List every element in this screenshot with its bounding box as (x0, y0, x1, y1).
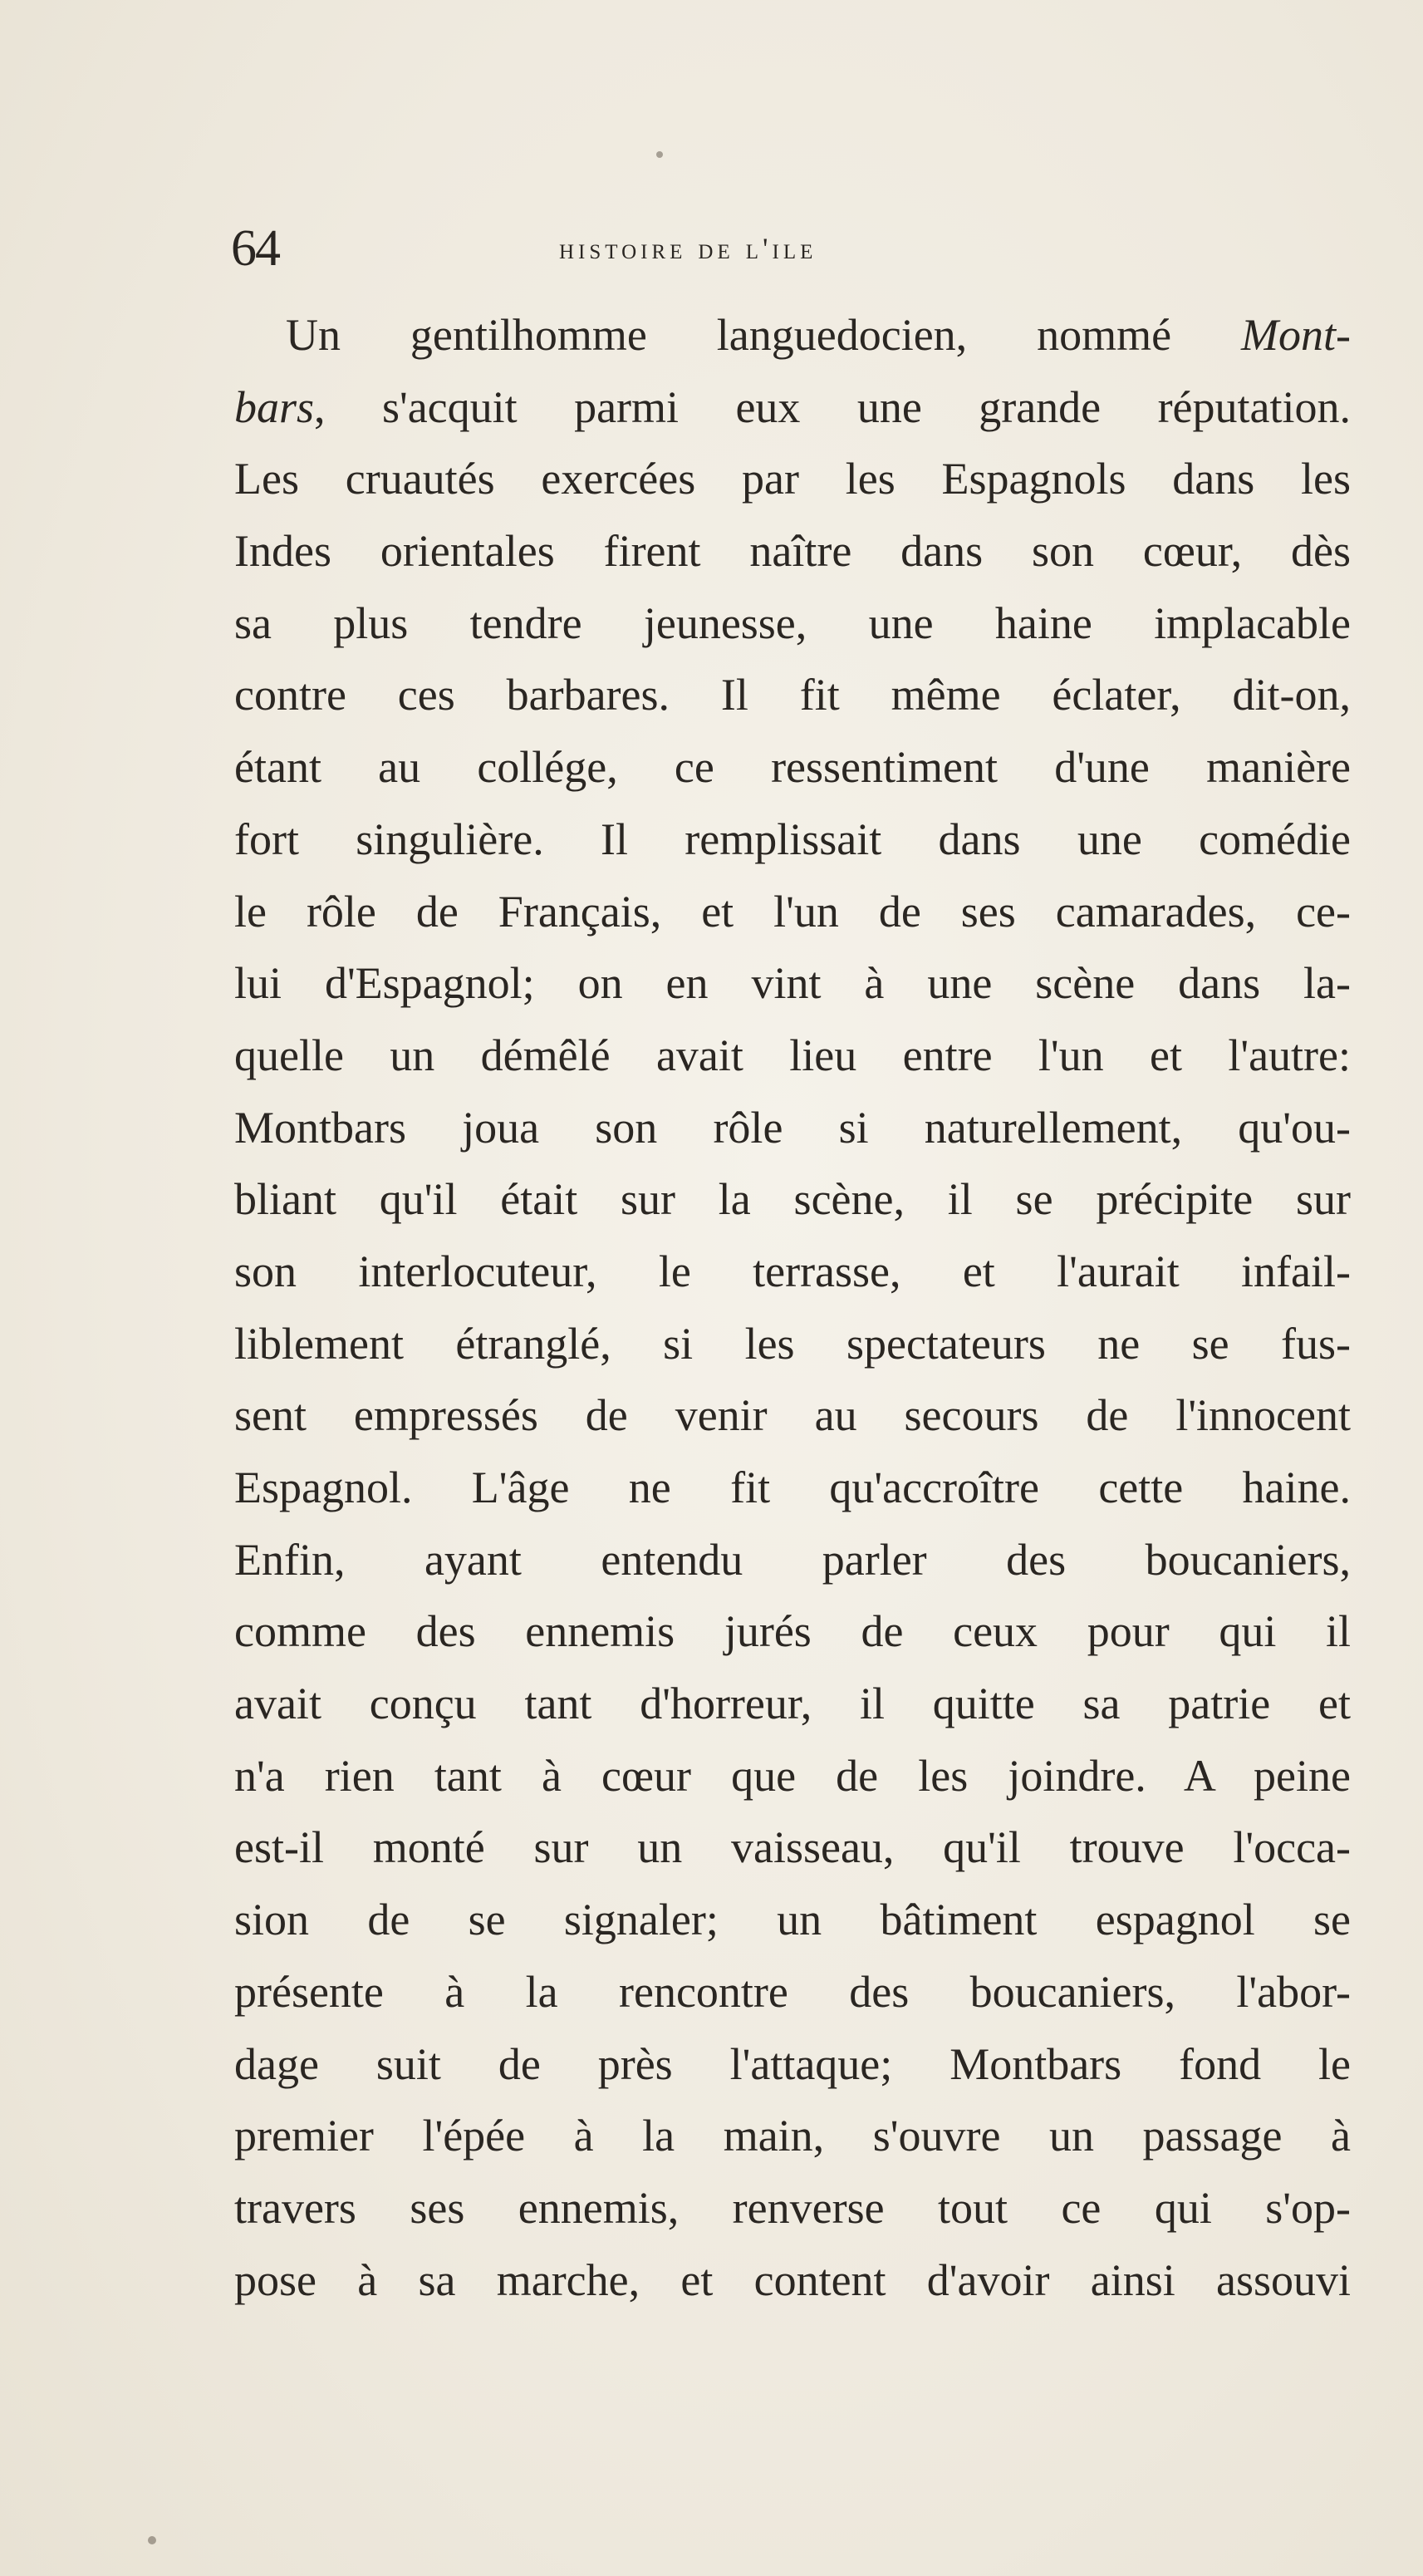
italic-text-run: Mont- (1241, 310, 1351, 360)
text-run: bliant qu'il était sur la scène, il se précipite sur (234, 1174, 1351, 1225)
text-run: n'a rien tant à cœur que de les joindre. A peine (234, 1750, 1351, 1801)
text-line (234, 804, 1351, 876)
text-run: Un gentilhomme languedocien, nommé (286, 310, 1242, 360)
text-line (234, 1092, 1351, 1164)
text-run: Espagnol. L'âge ne fit qu'accroître cette haine. (234, 1463, 1351, 1512)
text-run: Enfin, ayant entendu parler des boucaniers, (234, 1534, 1351, 1585)
text-run: pose à sa marche, et content d'avoir ainsi assouvi (234, 2254, 1351, 2305)
text-run: sent empressés de venir au secours de l'innocent (234, 1390, 1351, 1441)
text-run: étant au collége, ce ressentiment d'une manière (234, 742, 1351, 793)
text-run: est-il monté sur un vaisseau, qu'il trouve l'occa- (234, 1822, 1351, 1873)
text-line (234, 2100, 1351, 2172)
text-run: lui d'Espagnol; on en vint à une scène dans la- (234, 958, 1351, 1009)
text-line (234, 1236, 1351, 1308)
text-line (234, 299, 1351, 371)
paper-speck (656, 151, 663, 158)
text-run: le rôle de Français, et l'un de ses camarades, ce- (234, 886, 1351, 937)
text-line (234, 371, 1351, 444)
text-line (234, 587, 1351, 660)
text-run: comme des ennemis jurés de ceux pour qui il (234, 1606, 1351, 1657)
text-run: , s'acquit parmi eux une grande réputation. (314, 381, 1351, 432)
body-text (234, 299, 1351, 2316)
text-run: Indes orientales firent naître dans son cœur, dès (234, 526, 1351, 577)
text-line (234, 2244, 1351, 2317)
text-line (234, 1379, 1351, 1452)
text-line (234, 515, 1351, 587)
running-title: histoire de l'ile (559, 232, 817, 265)
text-line (234, 1812, 1351, 1884)
text-run: fort singulière. Il remplissait dans une comédie (234, 814, 1351, 864)
text-run: quelle un démêlé avait lieu entre l'un et l'autre: (234, 1030, 1351, 1080)
text-run: sa plus tendre jeunesse, une haine implacable (234, 597, 1351, 648)
text-line (234, 876, 1351, 948)
text-run: liblement étranglé, si les spectateurs ne se fus- (234, 1318, 1351, 1369)
text-run: sion de se signaler; un bâtiment espagnol se (234, 1895, 1351, 1945)
text-run: Montbars joua son rôle si naturellement, qu'ou- (234, 1102, 1351, 1153)
text-line (234, 1308, 1351, 1380)
paper-speck (148, 2536, 156, 2544)
text-line (234, 1452, 1351, 1524)
text-run: son interlocuteur, le terrasse, et l'aurait infail- (234, 1246, 1351, 1296)
text-line (234, 443, 1351, 515)
text-line (234, 1020, 1351, 1092)
text-run: avait conçu tant d'horreur, il quitte sa patrie et (234, 1679, 1351, 1729)
text-line (234, 2172, 1351, 2244)
text-run: dage suit de près l'attaque; Montbars fond le (234, 2038, 1351, 2089)
page-number: 64 (231, 220, 279, 277)
text-line (234, 947, 1351, 1020)
text-line (234, 1668, 1351, 1740)
text-line (234, 2028, 1351, 2101)
text-line (234, 1524, 1351, 1596)
text-run: premier l'épée à la main, s'ouvre un passage à (234, 2111, 1351, 2161)
text-line (234, 1884, 1351, 1956)
italic-text-run: bars (234, 381, 315, 432)
text-run: travers ses ennemis, renverse tout ce qui s'op- (234, 2182, 1351, 2233)
page-header (231, 219, 1361, 278)
text-line (234, 1740, 1351, 1812)
text-line (234, 1163, 1351, 1236)
text-line (234, 659, 1351, 731)
text-run: contre ces barbares. Il fit même éclater, dit-on, (234, 670, 1351, 720)
text-line (234, 1956, 1351, 2028)
text-run: Les cruautés exercées par les Espagnols dans les (234, 454, 1351, 504)
text-line (234, 1595, 1351, 1668)
text-run: présente à la rencontre des boucaniers, l'abor- (234, 1966, 1351, 2017)
text-line (234, 731, 1351, 804)
